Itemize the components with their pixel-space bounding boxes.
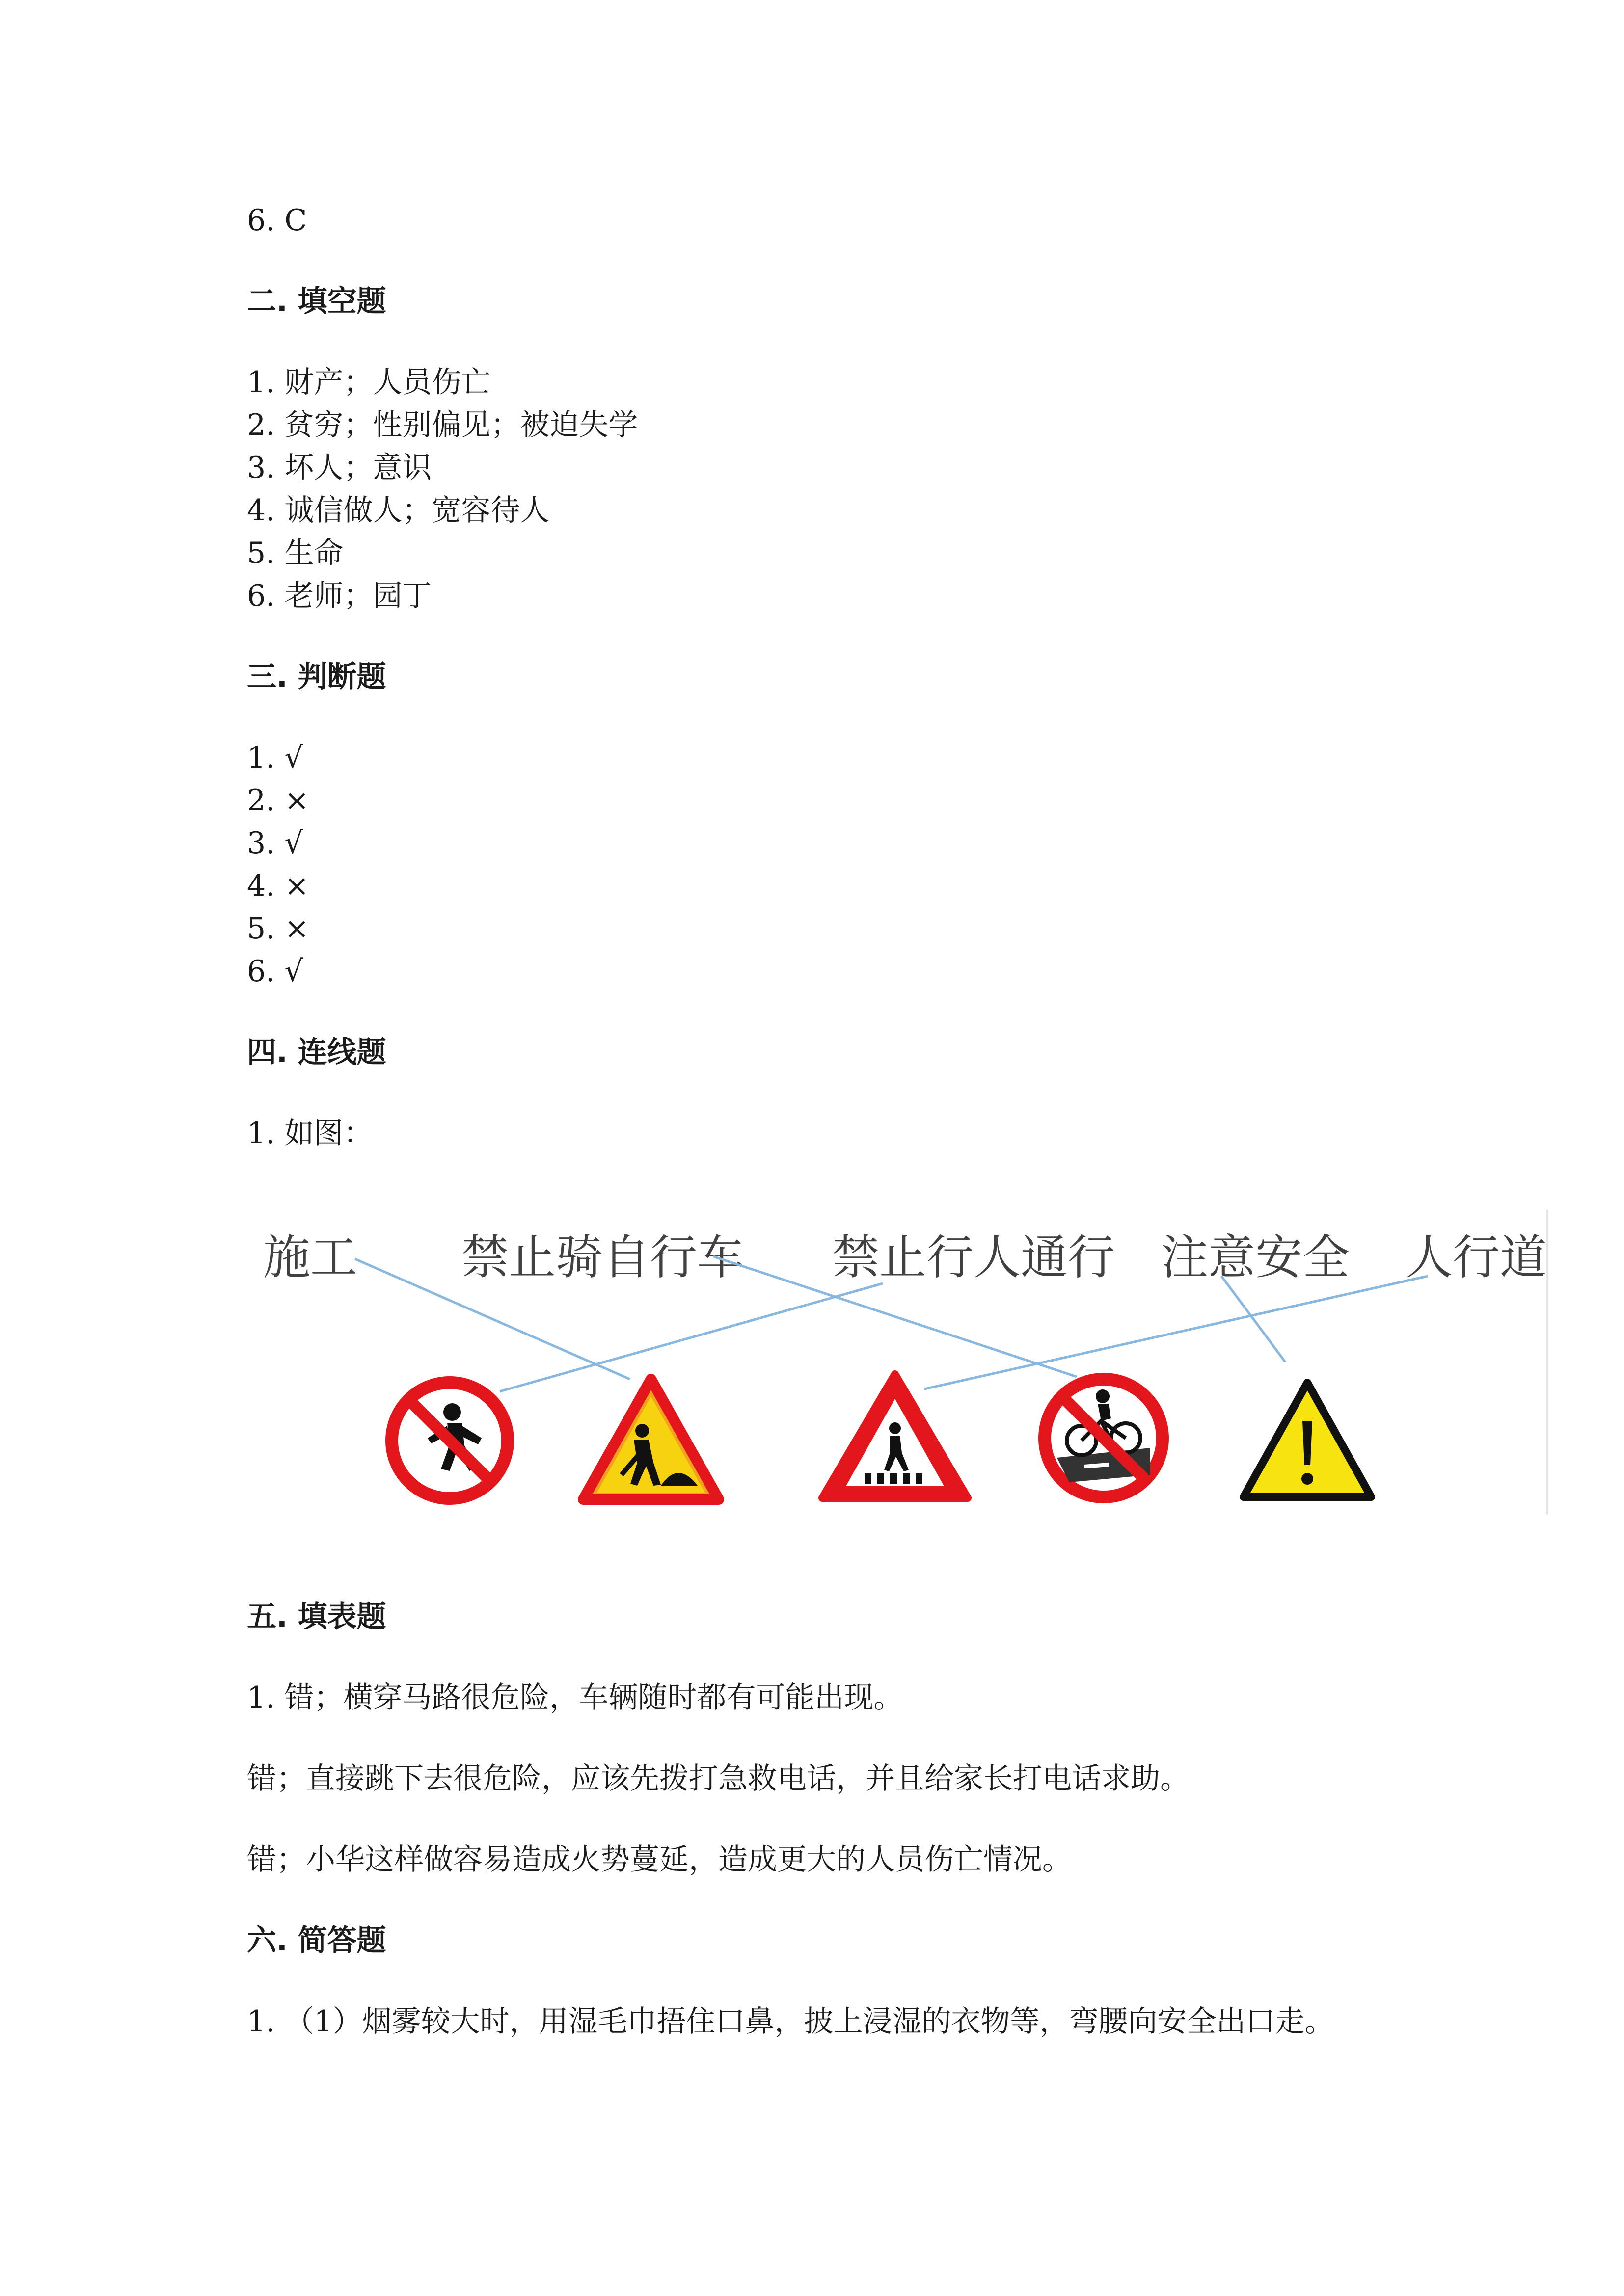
short-answer-1: 1. （1）烟雾较大时，用湿毛巾捂住口鼻，披上浸湿的衣物等，弯腰向安全出口走。 <box>247 2004 1334 2039</box>
fill-answer-3: 3. 坏人；意识 <box>247 451 432 485</box>
fill-answer-4: 4. 诚信做人；宽容待人 <box>247 493 550 528</box>
line-sidewalk <box>924 1276 1428 1389</box>
matching-figure <box>247 1200 1548 1514</box>
judge-answer-4: 4. × <box>247 869 309 903</box>
no-bicycles-sign-icon <box>1045 1379 1163 1497</box>
fill-answer-6: 6. 老师；园丁 <box>247 579 432 613</box>
caution-sign-icon <box>1244 1383 1371 1497</box>
section-5-heading: 五. 填表题 <box>247 1600 386 1634</box>
label-sidewalk: 人行道 <box>1406 1230 1547 1285</box>
table-answer-2: 错；直接跳下去很危险，应该先拨打急救电话，并且给家长打电话求助。 <box>247 1762 1190 1796</box>
matching-intro: 1. 如图： <box>247 1116 373 1150</box>
section-2-heading: 二. 填空题 <box>247 284 386 319</box>
no-pedestrians-sign-icon <box>392 1383 508 1498</box>
line-no-pedestrians <box>500 1283 883 1391</box>
fill-answer-2: 2. 贫穷；性别偏见；被迫失学 <box>247 408 638 442</box>
pedestrian-crossing-sign-icon <box>822 1374 968 1498</box>
label-construction: 施工 <box>263 1230 357 1285</box>
judge-answer-6: 6. √ <box>247 954 303 988</box>
table-answer-1: 1. 错；横穿马路很危险，车辆随时都有可能出现。 <box>247 1681 903 1715</box>
judge-answer-1: 1. √ <box>247 741 303 775</box>
section-4-heading: 四. 连线题 <box>247 1035 386 1069</box>
answer-6: 6. C <box>247 203 307 238</box>
judge-answer-3: 3. √ <box>247 826 303 860</box>
fill-answer-5: 5. 生命 <box>247 536 344 570</box>
label-no-pedestrians: 禁止行人通行 <box>832 1230 1115 1285</box>
fill-answer-1: 1. 财产；人员伤亡 <box>247 365 491 400</box>
judge-answer-5: 5. × <box>247 911 309 946</box>
table-answer-3: 错；小华这样做容易造成火势蔓延，造成更大的人员伤亡情况。 <box>247 1842 1072 1877</box>
section-6-heading: 六. 简答题 <box>247 1923 386 1958</box>
matching-diagram <box>247 1200 1548 1514</box>
label-no-bicycles: 禁止骑自行车 <box>461 1230 744 1285</box>
label-caution: 注意安全 <box>1161 1230 1350 1285</box>
judge-answer-2: 2. × <box>247 783 309 818</box>
section-3-heading: 三. 判断题 <box>247 660 386 694</box>
road-work-sign-icon <box>583 1379 719 1499</box>
